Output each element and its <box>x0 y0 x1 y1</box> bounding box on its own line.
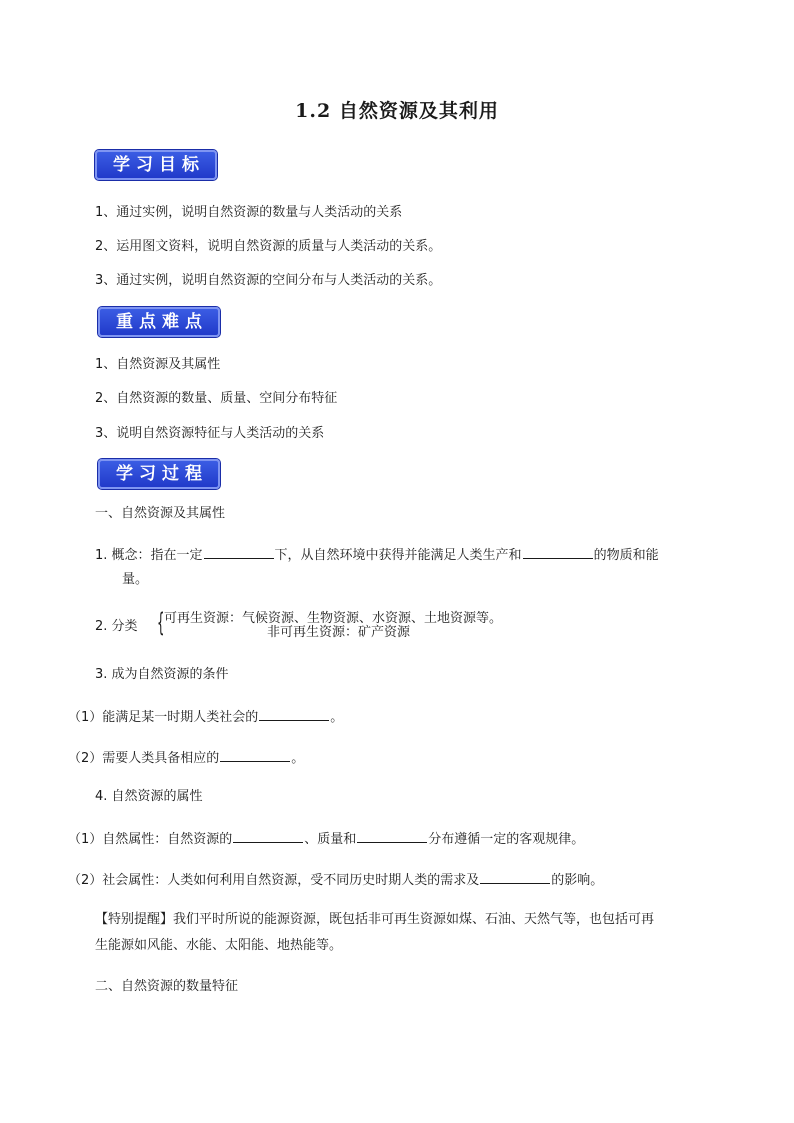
condition-blank-2[interactable] <box>220 748 290 762</box>
page-title: 1.2 自然资源及其利用 <box>295 100 499 122</box>
natural-attribute-text: （1）自然属性：自然资源的 <box>68 832 233 847</box>
renewable-resources: 可再生资源：气候资源、生物资源、水资源、土地资源等。 <box>164 611 503 626</box>
condition-blank-1[interactable] <box>259 707 329 721</box>
social-blank[interactable] <box>480 870 550 884</box>
brace-icon: { <box>157 608 165 638</box>
condition-item-1-text: （1）能满足某一时期人类社会的 <box>68 710 259 725</box>
process-badge: 学习过程 <box>98 459 220 489</box>
natural-blank-1[interactable] <box>233 829 303 843</box>
natural-attribute-mid: 、质量和 <box>304 832 357 847</box>
condition-item-2-end: 。 <box>291 751 305 766</box>
social-attribute-end: 的影响。 <box>551 873 604 888</box>
key-point-item-2: 2、自然资源的数量、质量、空间分布特征 <box>95 391 338 406</box>
objective-item-1: 1、通过实例，说明自然资源的数量与人类活动的关系 <box>95 205 403 220</box>
classification-label: 2. 分类 <box>95 619 138 634</box>
concept-suffix: 的物质和能 <box>593 548 659 563</box>
concept-blank-1[interactable] <box>204 545 274 559</box>
key-point-item-1: 1、自然资源及其属性 <box>95 357 221 372</box>
part2-heading: 二、自然资源的数量特征 <box>95 979 239 994</box>
objectives-badge: 学习目标 <box>95 150 217 180</box>
condition-item-1-end: 。 <box>330 710 344 725</box>
objective-item-3: 3、通过实例，说明自然资源的空间分布与人类活动的关系。 <box>95 273 442 288</box>
concept-middle: 下，从自然环境中获得并能满足人类生产和 <box>274 548 522 563</box>
natural-blank-2[interactable] <box>357 829 427 843</box>
key-points-badge: 重点难点 <box>98 307 220 337</box>
condition-item-2-text: （2）需要人类具备相应的 <box>68 751 220 766</box>
nonrenewable-resources: 非可再生资源：矿产资源 <box>267 625 411 640</box>
conditions-heading: 3. 成为自然资源的条件 <box>95 667 229 682</box>
social-attribute <box>68 870 603 890</box>
natural-attribute-end: 分布遵循一定的客观规律。 <box>428 832 585 847</box>
concept-line <box>95 545 659 565</box>
key-point-item-3: 3、说明自然资源特征与人类活动的关系 <box>95 426 325 441</box>
reminder-line-1: 【特别提醒】我们平时所说的能源资源，既包括非可再生资源如煤、石油、天然气等，也包括可再 <box>95 912 655 927</box>
concept-wrap: 量。 <box>122 572 149 587</box>
concept-blank-2[interactable] <box>523 545 593 559</box>
concept-prefix: 1. 概念：指在一定 <box>95 548 203 563</box>
natural-attribute <box>68 829 584 849</box>
part1-heading: 一、自然资源及其属性 <box>95 506 226 521</box>
condition-item-2 <box>68 748 304 768</box>
condition-item-1 <box>68 707 343 727</box>
social-attribute-text: （2）社会属性：人类如何利用自然资源，受不同历史时期人类的需求及 <box>68 873 480 888</box>
attributes-heading: 4. 自然资源的属性 <box>95 789 203 804</box>
objective-item-2: 2、运用图文资料，说明自然资源的质量与人类活动的关系。 <box>95 239 442 254</box>
reminder-line-2: 生能源如风能、水能、太阳能、地热能等。 <box>95 938 343 953</box>
